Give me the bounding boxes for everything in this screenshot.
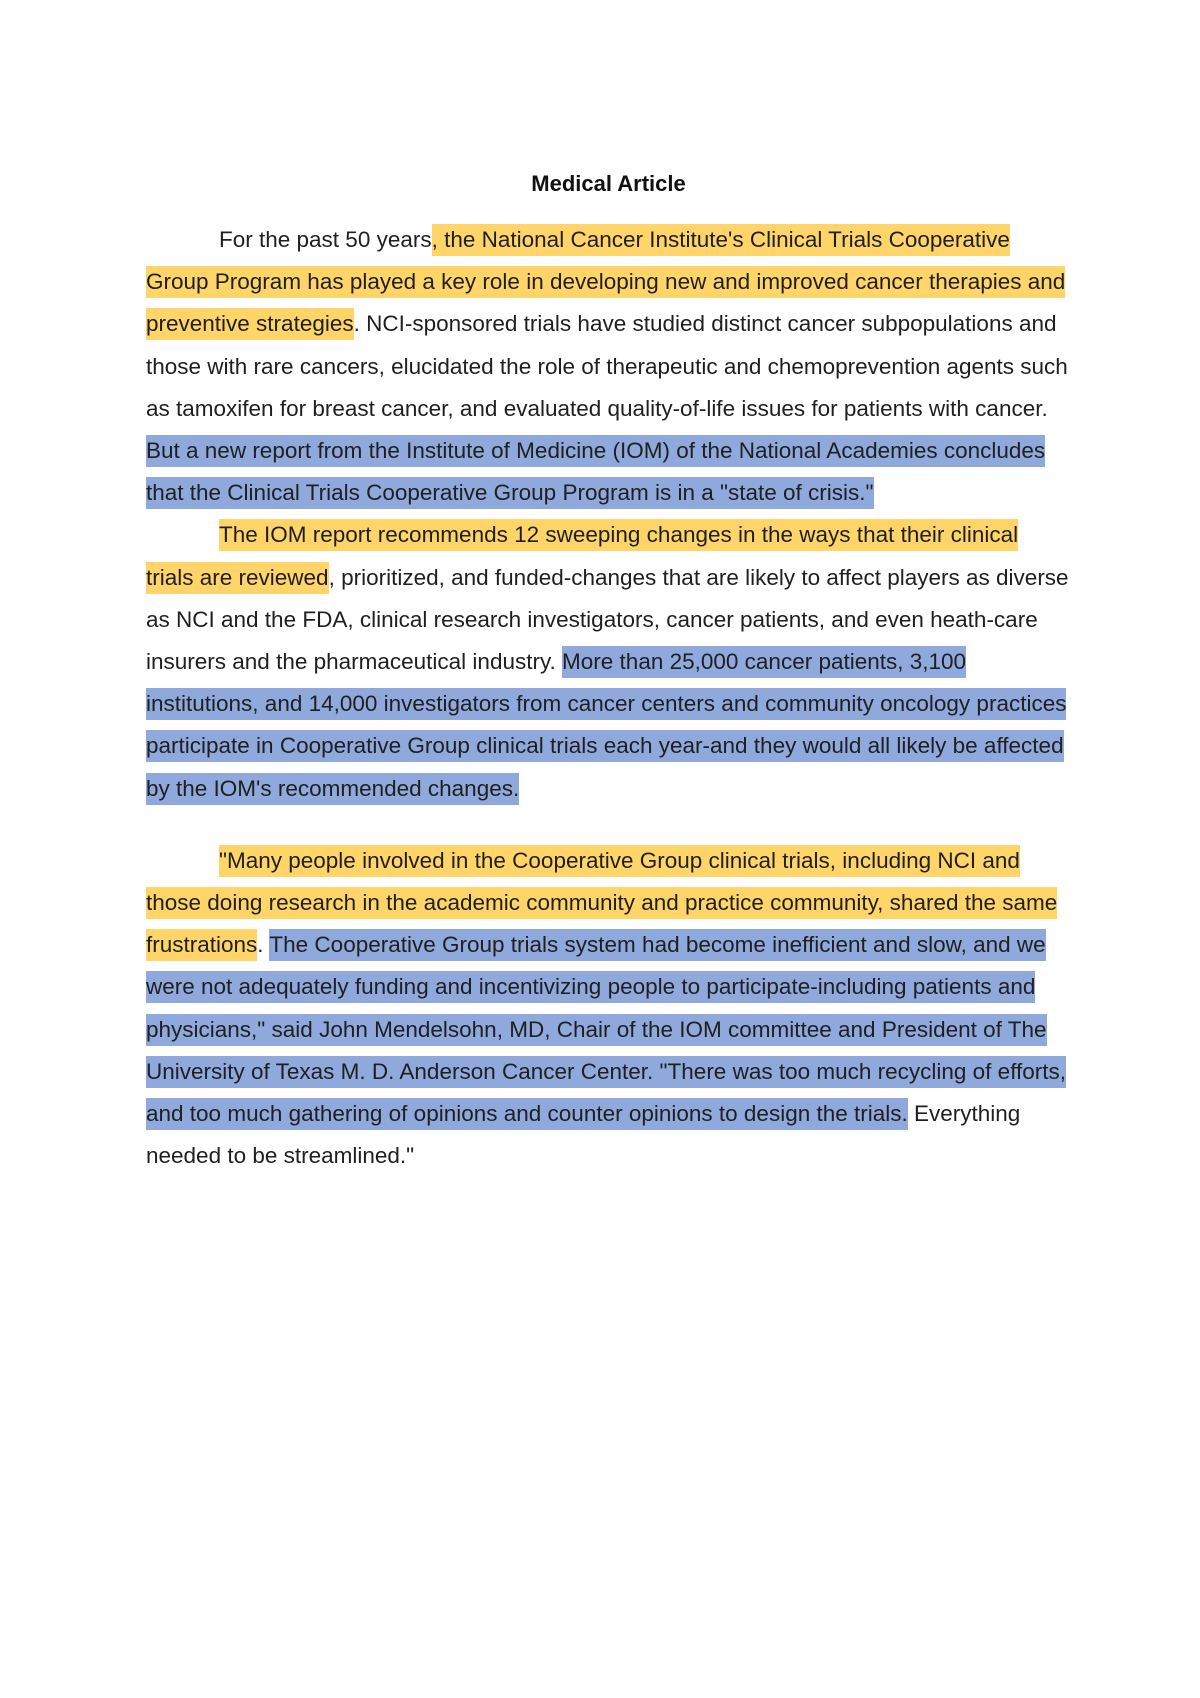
text-segment: , prioritized, and funded-changes that are likely to affect players as diverse as NCI and the FDA, clinical research investigators, cancer patients, and even heath-care insurers and the pharmaceutical industry. (146, 564, 1069, 675)
yellow-highlight: "Many people involved in the Cooperative Group clinical trials, including NCI and those doing research in the academic community and practice community, shared the same frustrations (146, 845, 1057, 961)
document-body (146, 168, 1071, 1177)
blue-highlight: The Cooperative Group trials system had become inefficient and slow, and we were not adequately funding and incentivizing people to participate-including patients and physicians," said John Mendelsohn, MD, Chair of the IOM committee and President of The University of Texas M. D. Anderson Cancer Center. "There was too much recycling of efforts, and too much gathering of opinions and counter opinions to design the trials. (146, 929, 1066, 1130)
document-title: Medical Article (531, 171, 686, 196)
paragraph-spacer (146, 810, 1071, 840)
text-segment: Everything needed to be streamlined." (146, 1101, 1021, 1169)
blue-highlight: More than 25,000 cancer patients, 3,100 institutions, and 14,000 investigators from cancer centers and community oncology practices participate in Cooperative Group clinical trials each year-and they would all likely be affected by the IOM's recommended changes. (146, 646, 1066, 805)
paragraph-3 (146, 840, 1071, 1178)
text-segment: . NCI-sponsored trials have studied distinct cancer subpopulations and those with rare cancers, elucidated the role of therapeutic and chemoprevention agents such as tamoxifen for breast cancer, and evaluated quality-of-life issues for patients with cancer. (146, 311, 1068, 421)
yellow-highlight: The IOM report recommends 12 sweeping changes in the ways that their clinical trials are reviewed (146, 519, 1018, 593)
text-segment: For the past 50 years (219, 227, 432, 252)
paragraph-2 (146, 514, 1071, 809)
text-segment: . (257, 932, 270, 958)
paragraph-list (146, 219, 1071, 1177)
paragraph-1 (146, 219, 1071, 514)
yellow-highlight: , the National Cancer Institute's Clinical Trials Cooperative Group Program has played a key role in developing new and improved cancer therapies and preventive strategies (146, 224, 1065, 340)
blue-highlight: But a new report from the Institute of Medicine (IOM) of the National Academies concludes that the Clinical Trials Cooperative Group Program is in a "state of crisis." (146, 435, 1045, 509)
